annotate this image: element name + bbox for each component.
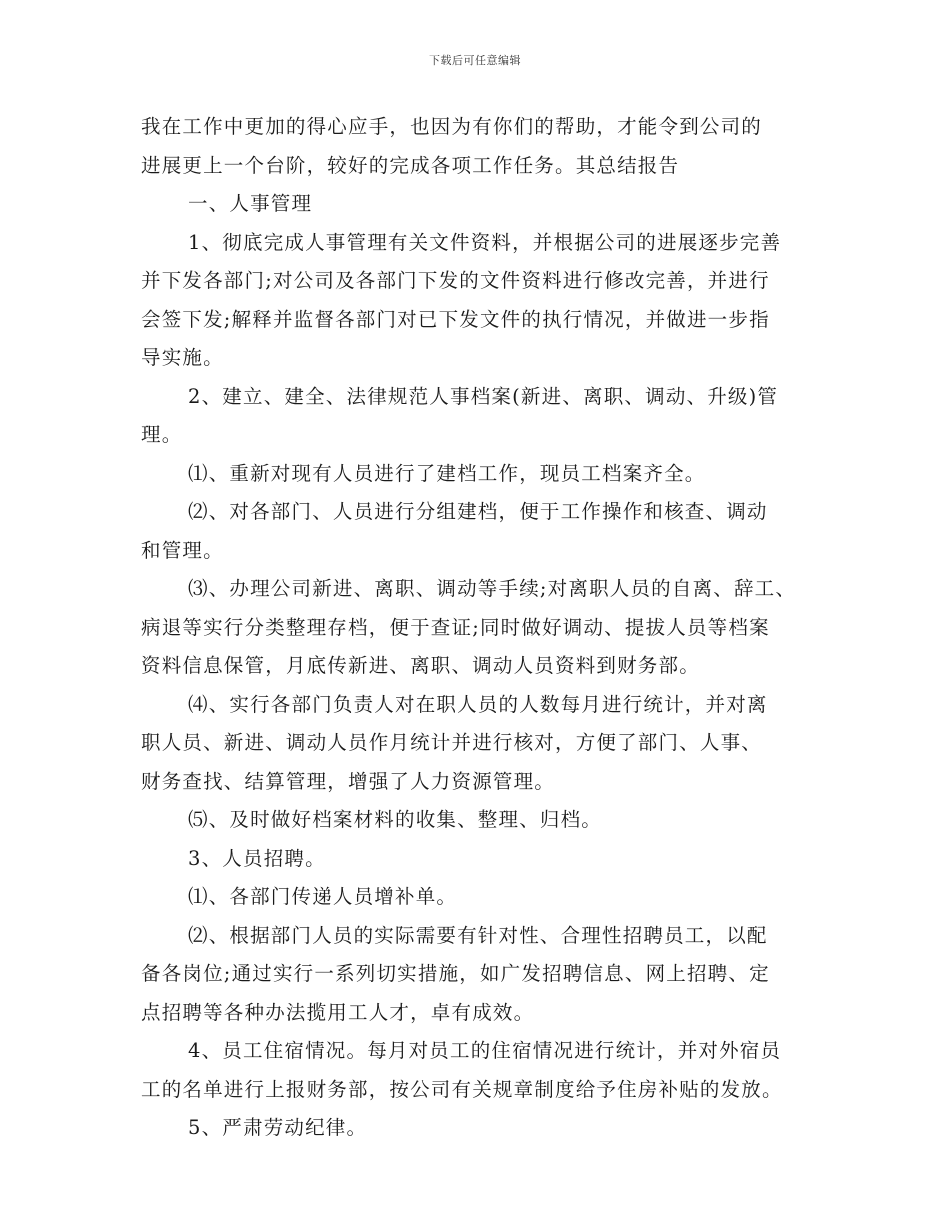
text-line: 点招聘等各种办法揽用工人才，卓有成效。 [141, 1000, 535, 1024]
text-line: ⑸、及时做好档案材料的收集、整理、归档。 [188, 808, 603, 831]
text-line: 职人员、新进、调动人员作月统计并进行核对，方便了部门、人事、 [141, 731, 763, 754]
text-line: 理。 [141, 423, 183, 446]
text-line: 进展更上一个台阶，较好的完成各项工作任务。其总结报告 [141, 153, 680, 177]
text-line: 并下发各部门;对公司及各部门下发的文件资料进行修改完善，并进行 [141, 269, 770, 292]
text-line: 和管理。 [141, 538, 224, 562]
document-body [141, 108, 821, 1148]
text-line: 5、严肃劳动纪律。 [188, 1116, 368, 1139]
text-line: 病退等实行分类整理存档，便于查证;同时做好调动、提拔人员等档案 [141, 615, 770, 639]
text-line: 1、彻底完成人事管理有关文件资料，并根据公司的进展逐步完善 [188, 230, 782, 254]
text-line: 4、员工住宿情况。每月对员工的住宿情况进行统计，并对外宿员 [188, 1039, 782, 1062]
text-line: 会签下发;解释并监督各部门对已下发文件的执行情况，并做进一步指 [141, 307, 770, 331]
text-line: 财务查找、结算管理，增强了人力资源管理。 [141, 769, 556, 793]
text-line: 工的名单进行上报财务部，按公司有关规章制度给予住房补贴的发放。 [141, 1077, 783, 1101]
page-header-note: 下载后可任意编辑 [429, 54, 521, 67]
text-line: ⑶、办理公司新进、离职、调动等手续;对离职人员的自离、辞工、 [188, 577, 797, 600]
text-line: 备各岗位;通过实行一系列切实措施，如广发招聘信息、网上招聘、定 [141, 962, 770, 985]
text-line: ⑴、重新对现有人员进行了建档工作，现员工档案齐全。 [188, 461, 706, 485]
text-line: 一、人事管理 [188, 192, 313, 215]
text-line: 资料信息保管，月底传新进、离职、调动人员资料到财务部。 [141, 654, 700, 677]
text-line: 3、人员招聘。 [188, 846, 326, 870]
text-line: ⑷、实行各部门负责人对在职人员的人数每月进行统计，并对离 [188, 692, 768, 716]
text-line: ⑴、各部门传递人员增补单。 [188, 885, 458, 908]
text-line: ⑵、根据部门人员的实际需要有针对性、合理性招聘员工，以配 [188, 923, 768, 947]
text-line: 2、建立、建全、法律规范人事档案(新进、离职、调动、升级)管 [188, 384, 779, 408]
text-line: 我在工作中更加的得心应手，也因为有你们的帮助，才能令到公司的 [141, 115, 763, 138]
text-line: ⑵、对各部门、人员进行分组建档，便于工作操作和核查、调动 [188, 500, 768, 523]
text-line: 导实施。 [141, 346, 224, 369]
